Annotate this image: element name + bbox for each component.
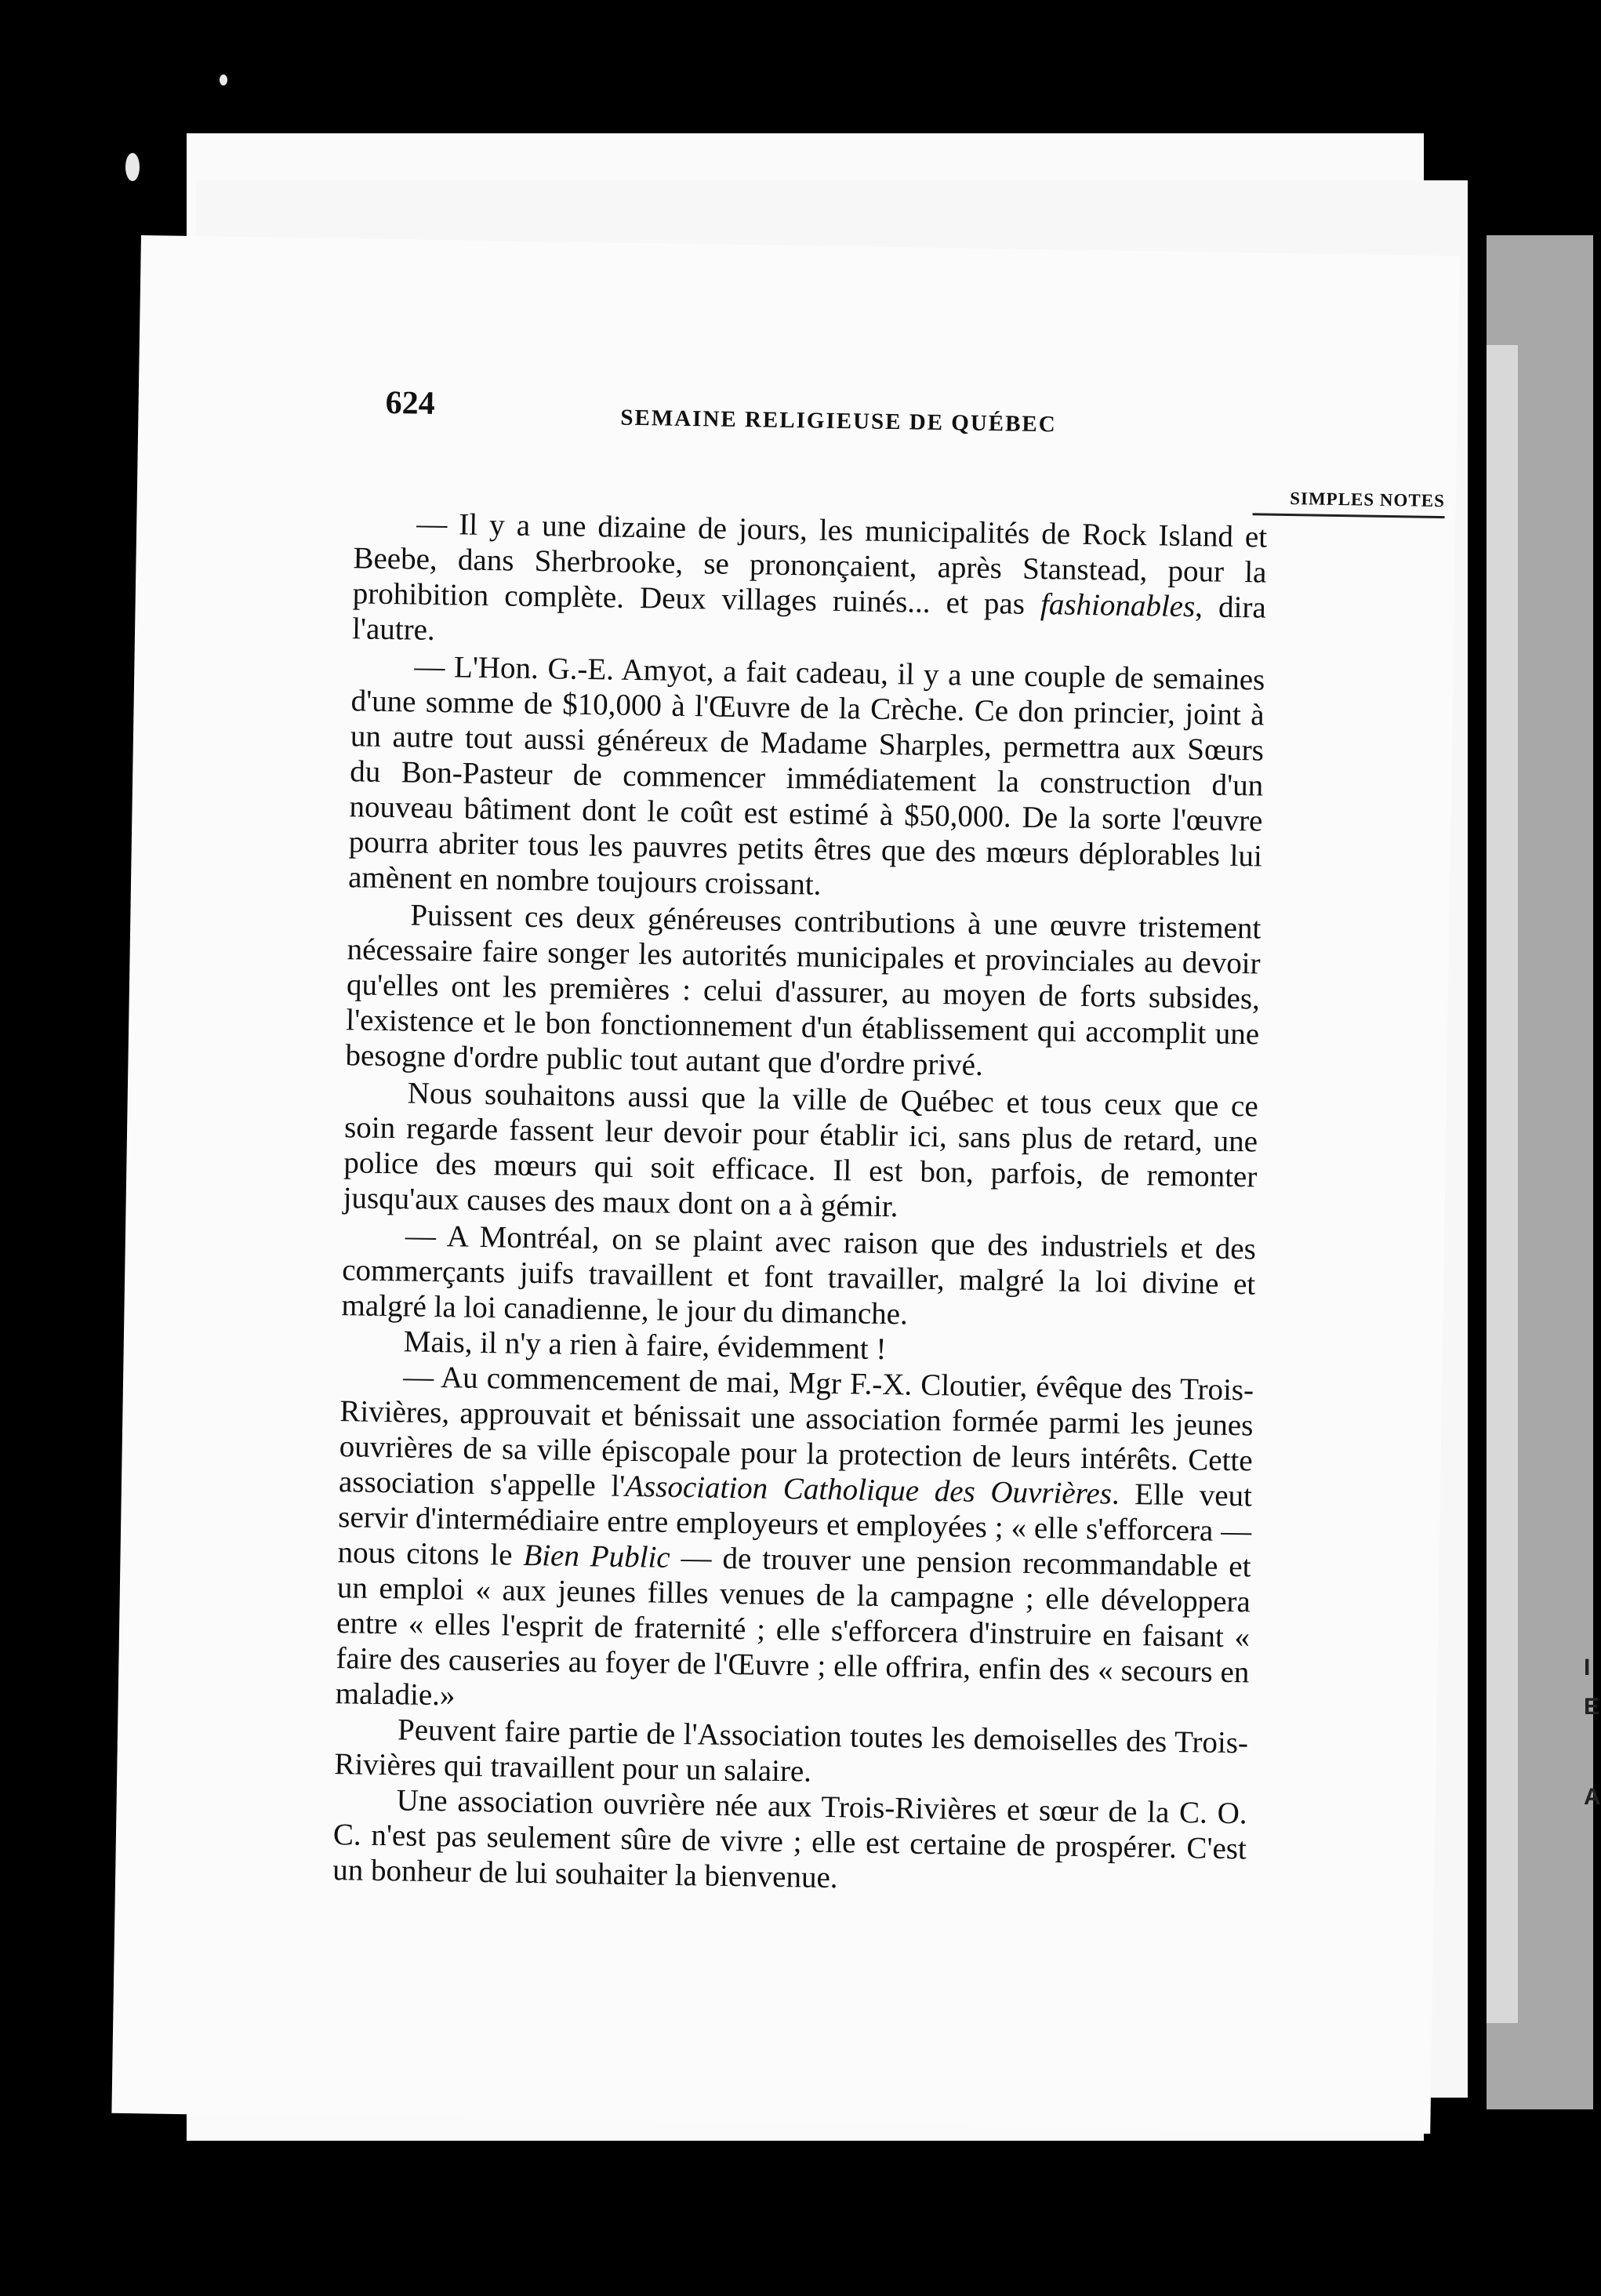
cover-edge-letter: E [1584,1694,1600,1720]
italic-term: Association Catholique des Ouvrières [624,1469,1113,1511]
paragraph-text: Une association ouvrière née aux Trois-Rivières et sœur de la C. O. C. n'est pas seulement sûre de vivre ; elle est certaine de prospérer. C'est un bonheur de lui souhaiter la bienvenue. [332,1783,1247,1895]
paragraph-text: Nous souhaitons aussi que la ville de Québec et tous ceux que ce soin regarde fassent leur devoir pour établir ici, sans plus de retard, une police des mœurs qui soit efficace. Il est bon, parfois, de remonter jusqu'aux causes des maux dont on a à gémir. [343,1076,1259,1224]
paragraph-text: — Au commencement de mai, Mgr F.-X. Cloutier, évêque des Trois-Rivières, approuvait et bénissait une association formée parmi les jeunes ouvrières de sa ville épiscopale pour la protection de leurs intérêts. Cette association s'appelle l' [338,1360,1254,1503]
paragraph-text: Puissent ces deux généreuses contributions à une œuvre tristement nécessaire faire songer les autorités municipales et provinciales au devoir qu'elles ont les premières : celui d'assurer, au moyen de forts subsides, l'existence et le bon fonctionnement d'un établissement qui accomplit une besogne d'ordre public tout autant que d'ordre privé. [345,898,1262,1082]
paragraph-text: Peuvent faire partie de l'Association toutes les demoiselles des Trois-Rivières qui travaillent pour un salaire. [334,1713,1249,1789]
cover-edge-letter: I [1584,1655,1591,1680]
paragraph [345,896,1261,1087]
adjacent-book-cover [1487,235,1593,2109]
paragraph-text: Mais, il n'y a rien à faire, évidemment ! [403,1324,887,1367]
cover-decorative-border [1487,345,1518,2023]
cover-edge-letter: A [1584,1784,1601,1810]
paragraph-text: , dira l'autre. [351,590,1267,647]
paragraph [332,1782,1247,1902]
paragraph-text: — Il y a une dizaine de jours, les municipalités de Rock Island et Beebe, dans Sherbrooke, se prononçaient, après Stanstead, pour la prohibition complète. Deux villages ruinés... et pas [352,507,1268,622]
running-head: SEMAINE RELIGIEUSE DE QUÉBEC [620,405,1057,438]
paragraph [341,1217,1256,1337]
paragraph [352,505,1268,660]
italic-term: Bien Public [523,1538,671,1575]
dust-speck [220,74,227,85]
paragraph-text: — de trouver une pension recommandable et un emploi « aux jeunes filles venues de la campagne ; elle développera entre « elles l'esprit de fraternité ; elle s'efforcera d'instruire en faisant « faire des causeries au foyer de l'Œuvre ; elle offrira, enfin des « secours en maladie.» [335,1540,1251,1713]
article-body [332,505,1268,1902]
section-title: SIMPLES NOTES [1290,489,1446,511]
italic-term: fashionables [1040,587,1196,624]
page-number: 624 [385,384,436,422]
paragraph [343,1074,1258,1230]
paragraph-text: . Elle veut servir d'intermédiaire entre employeurs et employées ; « elle s'efforcera — nous citons le [337,1477,1253,1572]
dust-speck [125,153,140,181]
paragraph-text: — L'Hon. G.-E. Amyot, a fait cadeau, il y a une couple de semaines d'une somme de $10,000 à l'Œuvre de la Crèche. Ce don princier, joint à un autre tout aussi généreux de Madame Sharples, permettra aux Sœurs du Bon-Pasteur de commencer immédiatement la construction d'un nouveau bâtiment dont le coût est estimé à $50,000. De la sorte l'œuvre pourra abriter tous les pauvres petits êtres que des mœurs déplorables lui amènent en nombre toujours croissant. [347,649,1265,902]
section-title-underline [1253,513,1445,518]
paragraph-text: — A Montréal, on se plaint avec raison que des industriels et des commerçants juifs travaillent et font travailler, malgré la loi divine et malgré la loi canadienne, le jour du dimanche. [341,1219,1257,1331]
document-page [111,235,1459,2134]
paragraph [335,1358,1254,1725]
paragraph [348,648,1265,909]
